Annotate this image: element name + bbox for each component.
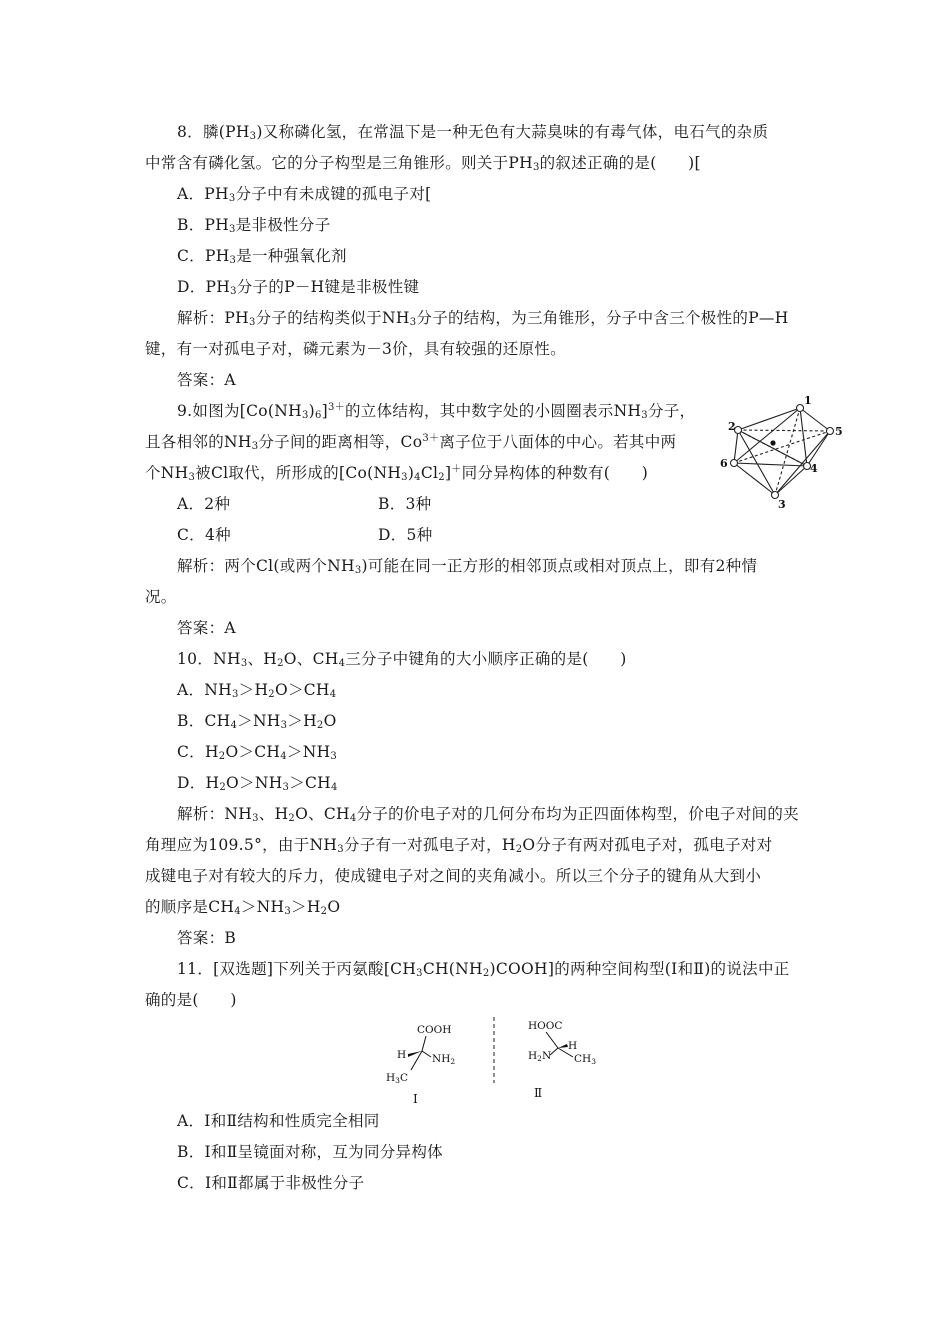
structure-i-label: Ⅰ — [413, 1092, 418, 1106]
q9-option-b: B．3种 — [378, 495, 432, 513]
q11-option-a: A．Ⅰ和Ⅱ结构和性质完全相同 — [177, 1112, 380, 1130]
q10-explanation-line1: 解析：$NH_3$、$H_2O$、$CH_4$分子的价电子对的几何分布均为正四面体构型，价电子对间的夹 — [177, 805, 799, 824]
q8-stem-line2: 中常含有磷化氢。它的分子构型是三角锥形。则关于$PH_3$的叙述正确的是( )[ — [145, 154, 701, 173]
q8-option-d: D．$PH_3$分子的P－H键是非极性键 — [177, 278, 420, 297]
q11-option-c: C．Ⅰ和Ⅱ都属于非极性分子 — [177, 1174, 365, 1192]
q9-stem-line2: 且各相邻的$NH_3$分子间的距离相等，$Co^{3+}$离子位于八面体的中心。若其中两 — [145, 433, 677, 452]
structure-i-h3c: H3C — [386, 1072, 408, 1085]
q9-option-d: D．5种 — [378, 526, 433, 544]
q10-option-d: D．$H_2O>NH_3>CH_4$ — [177, 774, 338, 793]
q9-answer: 答案：A — [177, 619, 236, 637]
octahedron-figure — [712, 395, 842, 510]
q10-option-c: C．$H_2O>CH_4>NH_3$ — [177, 743, 338, 762]
q10-option-a: A．$NH_3>H_2O>CH_4$ — [177, 681, 337, 700]
vertex-label-5: 5 — [835, 425, 843, 438]
q8-option-a: A．$PH_3$分子中有未成键的孤电子对[ — [177, 185, 432, 204]
q9-option-a: A．2种 — [177, 495, 231, 513]
structure-ii-ch3: CH3 — [574, 1053, 596, 1066]
vertex-label-3: 3 — [778, 498, 786, 511]
structure-i-nh2: NH2 — [432, 1053, 456, 1066]
q10-stem: 10．$NH_3$、$H_2O$、$CH_4$三分子中键角的大小顺序正确的是( ) — [177, 650, 627, 669]
q9-options-row1 — [177, 493, 677, 515]
q9-explanation-line1: 解析：两个Cl(或两个$NH_3$)可能在同一正方形的相邻顶点或相对顶点上，即有2种情 — [177, 557, 758, 576]
q9-options-row2 — [177, 524, 677, 546]
q8-answer: 答案：A — [177, 371, 236, 389]
q8-option-c: C．$PH_3$是一种强氧化剂 — [177, 247, 347, 266]
q11-stem-line1: 11．[双选题]下列关于丙氨酸$[CH_3CH(NH_2)COOH]$的两种空间构型(Ⅰ和Ⅱ)的说法中正 — [177, 960, 790, 979]
structure-ii-label: Ⅱ — [534, 1086, 543, 1100]
q10-explanation-line4: 的顺序是$CH_4>NH_3>H_2O$ — [145, 898, 341, 917]
q11-option-b: B．Ⅰ和Ⅱ呈镜面对称，互为同分异构体 — [177, 1143, 443, 1161]
structure-ii-h: H — [568, 1040, 578, 1052]
q10-explanation-line2: 角理应为109.5°，由于$NH_3$分子有一对孤电子对，$H_2O$分子有两对孤电子对，孤电子对对 — [145, 836, 773, 855]
q10-explanation-line3: 成键电子对有较大的斥力，使成键电子对之间的夹角减小。所以三个分子的键角从大到小 — [145, 867, 762, 885]
q9-option-c: C．4种 — [177, 526, 231, 544]
structure-ii-h2n: H2N — [528, 1050, 552, 1063]
vertex-label-6: 6 — [720, 457, 728, 470]
alanine-enantiomers-figure — [380, 1015, 610, 1105]
vertex-label-2: 2 — [728, 420, 736, 433]
q10-answer: 答案：B — [177, 929, 237, 947]
q8-explanation-line1: 解析：$PH_3$分子的结构类似于$NH_3$分子的结构，为三角锥形，分子中含三个极性的P—H — [177, 309, 789, 328]
q9-stem-line3: 个$NH_3$被Cl取代，所形成的$[Co(NH_3)_4Cl_2]^+$同分异构体的种数有( ) — [145, 464, 649, 483]
structure-i-h: H — [397, 1049, 407, 1061]
structure-ii-hooc: HOOC — [528, 1020, 563, 1032]
q8-option-b: B．$PH_3$是非极性分子 — [177, 216, 331, 235]
structure-i-cooh: COOH — [417, 1024, 452, 1036]
q9-explanation-line2: 况。 — [145, 588, 177, 606]
vertex-label-1: 1 — [804, 394, 812, 407]
q11-stem-line2: 确的是( ) — [145, 991, 237, 1009]
q9-stem-line1: 9.如图为$[Co(NH_3)_6]^{3+}$的立体结构，其中数字处的小圆圈表示$NH_3$分子， — [177, 402, 696, 421]
vertex-label-4: 4 — [810, 462, 818, 475]
q10-option-b: B．$CH_4>NH_3>H_2O$ — [177, 712, 337, 731]
q8-explanation-line2: 键，有一对孤电子对，磷元素为－3价，具有较强的还原性。 — [145, 340, 566, 358]
q8-stem-line1: 8．膦$(PH_3)$又称磷化氢，在常温下是一种无色有大蒜臭味的有毒气体，电石气的杂质 — [177, 123, 769, 142]
